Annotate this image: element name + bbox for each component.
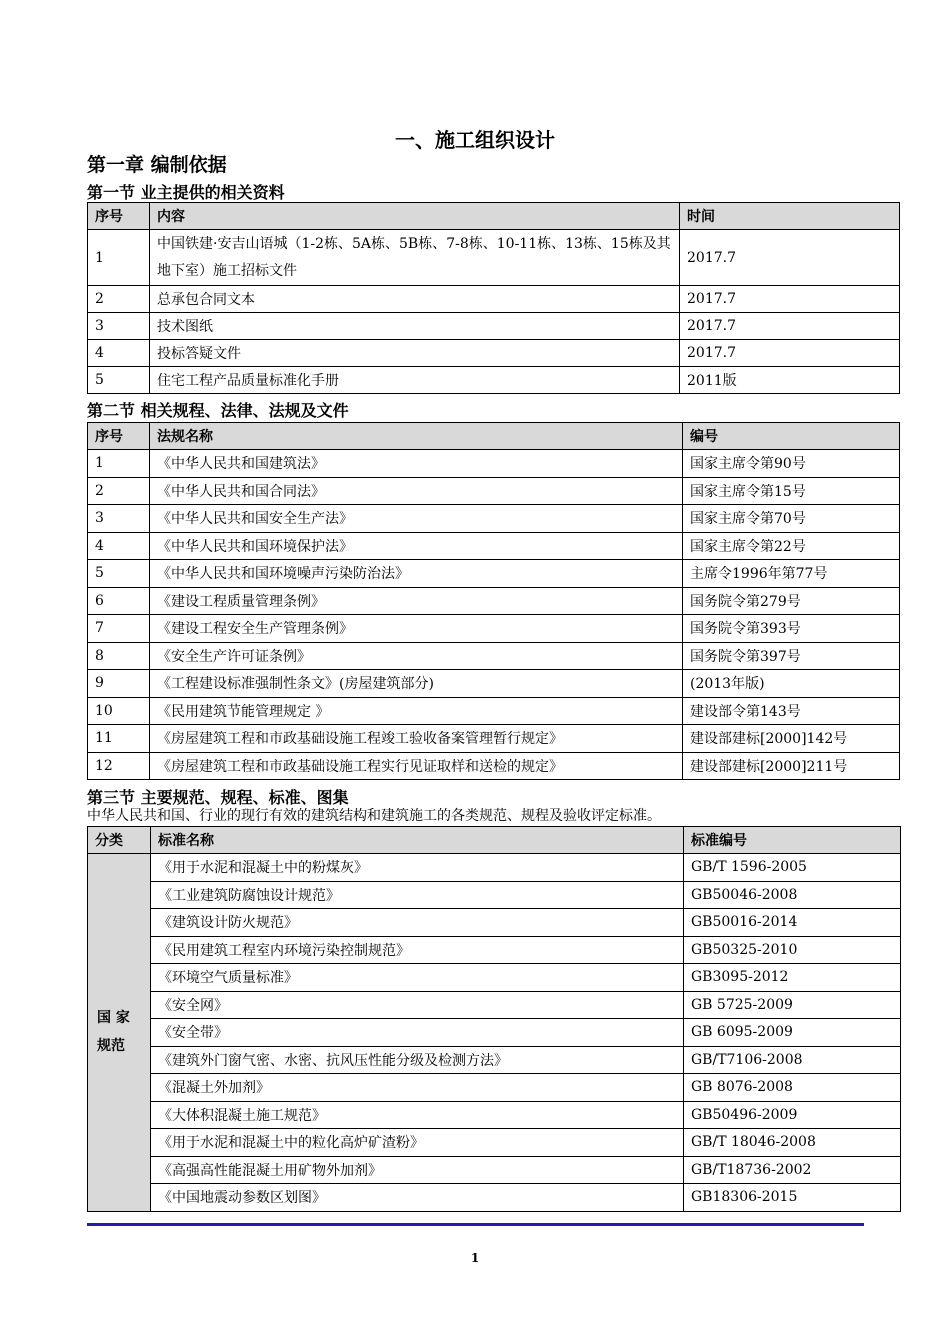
table-cell: 《工业建筑防腐蚀设计规范》 [151,881,684,909]
table-cell: 12 [88,752,150,780]
table-cell: GB 6095-2009 [684,1019,901,1047]
table-row [88,1101,901,1129]
header-cell: 标准编号 [684,827,901,854]
table-cell: 《建设工程质量管理条例》 [150,587,683,615]
table-cell: 5 [88,367,150,394]
table-row [88,697,900,725]
table-cell: 《安全生产许可证条例》 [150,642,683,670]
table-cell: 2017.7 [680,313,900,340]
table-row [88,340,900,367]
table-row [88,1129,901,1157]
category-cell: 国 家规范 [88,854,151,1212]
table-cell: 建设部令第143号 [683,697,900,725]
table-cell: 建设部建标[2000]211号 [683,752,900,780]
table-cell: 2 [88,477,150,505]
table-cell: GB/T7106-2008 [684,1046,901,1074]
page-number: 1 [470,1251,480,1265]
header-cell: 分类 [88,827,151,854]
table-cell: 《环境空气质量标准》 [151,964,684,992]
table-cell: GB50016-2014 [684,909,901,937]
footer-divider [87,1223,864,1226]
table-cell: GB3095-2012 [684,964,901,992]
chapter-heading: 第一章 编制依据 [87,154,227,176]
table-cell: GB/T 18046-2008 [684,1129,901,1157]
table-cell: 《安全网》 [151,991,684,1019]
header-cell: 序号 [88,423,150,450]
table-cell: 《建设工程安全生产管理条例》 [150,615,683,643]
table-cell: 国家主席令第90号 [683,450,900,478]
section3-intro: 中华人民共和国、行业的现行有效的建筑结构和建筑施工的各类规范、规程及验收评定标准。 [87,808,661,824]
table-row [88,854,901,882]
table-row [88,670,900,698]
table-cell: 国家主席令第22号 [683,532,900,560]
table-cell: 4 [88,532,150,560]
table-cell: 国务院令第397号 [683,642,900,670]
table-row [88,477,900,505]
table-row [88,1156,901,1184]
header-cell: 内容 [150,203,680,230]
table-cell: 《工程建设标准强制性条文》(房屋建筑部分) [150,670,683,698]
table-cell: 《中国地震动参数区划图》 [151,1184,684,1212]
table-row [88,964,901,992]
table-cell: 《中华人民共和国环境噪声污染防治法》 [150,560,683,588]
table-cell: 《房屋建筑工程和市政基础设施工程实行见证取样和送检的规定》 [150,752,683,780]
table-cell: 9 [88,670,150,698]
table-cell: 2011版 [680,367,900,394]
table-cell: 2 [88,286,150,313]
table-row [88,642,900,670]
table-row [88,936,901,964]
table-row [88,286,900,313]
standards-table [87,826,901,1212]
table-header-row [88,203,900,230]
header-cell: 编号 [683,423,900,450]
table-row [88,532,900,560]
table-cell: 主席令1996年第77号 [683,560,900,588]
table-cell: 《用于水泥和混凝土中的粒化高炉矿渣粉》 [151,1129,684,1157]
table-row [88,1074,901,1102]
section1-heading: 第一节 业主提供的相关资料 [87,183,285,202]
table-cell: 3 [88,313,150,340]
table-cell: 《安全带》 [151,1019,684,1047]
table-cell: 《房屋建筑工程和市政基础设施工程竣工验收备案管理暂行规定》 [150,725,683,753]
table-cell: 《建筑外门窗气密、水密、抗风压性能分级及检测方法》 [151,1046,684,1074]
table-cell: (2013年版) [683,670,900,698]
table-cell: 国务院令第279号 [683,587,900,615]
table-cell: 《中华人民共和国安全生产法》 [150,505,683,533]
table-cell: 《大体积混凝土施工规范》 [151,1101,684,1129]
table-cell: 中国铁建·安吉山语城（1-2栋、5A栋、5B栋、7-8栋、10-11栋、13栋、15栋及其地下室）施工招标文件 [150,230,680,286]
table-row [88,752,900,780]
table-cell: 6 [88,587,150,615]
table-row [88,587,900,615]
table-cell: GB 5725-2009 [684,991,901,1019]
header-cell: 法规名称 [150,423,683,450]
table-cell: 2017.7 [680,340,900,367]
table-cell: 8 [88,642,150,670]
table-cell: 总承包合同文本 [150,286,680,313]
laws-table [87,422,900,780]
table-cell: 10 [88,697,150,725]
table-cell: 3 [88,505,150,533]
table-cell: GB/T 1596-2005 [684,854,901,882]
table-cell: 《中华人民共和国建筑法》 [150,450,683,478]
table-row [88,881,901,909]
document-title: 一、施工组织设计 [395,128,555,152]
table-cell: GB/T18736-2002 [684,1156,901,1184]
table-cell: 2017.7 [680,286,900,313]
table-cell: 7 [88,615,150,643]
table-cell: 技术图纸 [150,313,680,340]
table-cell: 《中华人民共和国合同法》 [150,477,683,505]
table-cell: 投标答疑文件 [150,340,680,367]
table-row [88,909,901,937]
table-cell: 1 [88,450,150,478]
table-cell: 5 [88,560,150,588]
table-cell: GB18306-2015 [684,1184,901,1212]
table-row [88,615,900,643]
table-header-row [88,827,901,854]
section2-heading: 第二节 相关规程、法律、法规及文件 [87,401,349,420]
table-row [88,991,901,1019]
table-cell: 《用于水泥和混凝土中的粉煤灰》 [151,854,684,882]
table-cell: 1 [88,230,150,286]
table-cell: 建设部建标[2000]142号 [683,725,900,753]
table-cell: 国家主席令第15号 [683,477,900,505]
section3-heading: 第三节 主要规范、规程、标准、图集 [87,788,349,807]
table-cell: 《中华人民共和国环境保护法》 [150,532,683,560]
table-cell: GB50496-2009 [684,1101,901,1129]
header-cell: 序号 [88,203,150,230]
table-row [88,560,900,588]
table-row [88,725,900,753]
table-cell: GB 8076-2008 [684,1074,901,1102]
table-cell: GB50325-2010 [684,936,901,964]
table-row [88,367,900,394]
table-cell: 国务院令第393号 [683,615,900,643]
table-cell: 住宅工程产品质量标准化手册 [150,367,680,394]
header-cell: 标准名称 [151,827,684,854]
table-row [88,1184,901,1212]
table-row [88,450,900,478]
table-cell: 《民用建筑工程室内环境污染控制规范》 [151,936,684,964]
table-row [88,1019,901,1047]
table-cell: 国家主席令第70号 [683,505,900,533]
table-cell: 《混凝土外加剂》 [151,1074,684,1102]
table-cell: 《建筑设计防火规范》 [151,909,684,937]
table-cell: 《高强高性能混凝土用矿物外加剂》 [151,1156,684,1184]
table-row [88,1046,901,1074]
table-cell: 《民用建筑节能管理规定 》 [150,697,683,725]
table-cell: 2017.7 [680,230,900,286]
table-cell: 11 [88,725,150,753]
table-cell: GB50046-2008 [684,881,901,909]
table-row [88,313,900,340]
table-cell: 4 [88,340,150,367]
table-row [88,505,900,533]
table-row [88,230,900,286]
header-cell: 时间 [680,203,900,230]
owner-materials-table [87,202,900,394]
table-header-row [88,423,900,450]
